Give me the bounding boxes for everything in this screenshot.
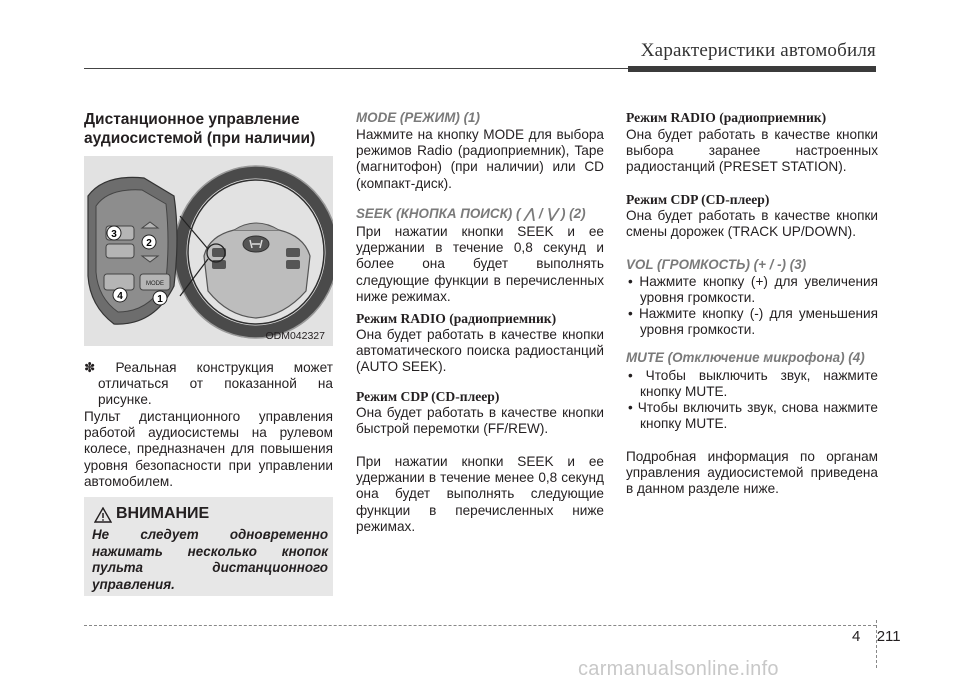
seek-paragraph: При нажатии кнопки SEEK и ее удержании в течение 0,8 секунд и более она будет выполнять следующие функции в перечисленных ниже режимах.: [356, 224, 604, 304]
section-title-line2: аудиосистемой (при наличии): [84, 130, 316, 147]
section-title-line1: Дистанционное управление: [84, 111, 300, 128]
mute-item-off: • Чтобы выключить звук, нажмите кнопку MUTE.: [628, 368, 878, 400]
radio-preset-paragraph: Она будет работать в качестве кнопки выбора заранее настроенных радиостанций (PRESET STATION).: [626, 127, 878, 175]
seek-short-paragraph: При нажатии кнопки SEEK и ее удержании в течение менее 0,8 секунд она будет выполнять следующие функции в перечисленных ниже режимах.: [356, 454, 604, 534]
cdp-mode-heading: Режим CDP (CD-плеер): [356, 389, 500, 404]
radio-preset-heading: Режим RADIO (радиоприемник): [626, 110, 827, 125]
section-title: [84, 110, 344, 148]
mode-button-label: MODE: [146, 281, 164, 287]
vol-item-down: • Нажмите кнопку (-) для уменьшения уровня громкости.: [628, 306, 878, 338]
warning-text: Не следует одновременно нажимать несколько кнопок пульта дистанционного управления.: [92, 527, 328, 592]
watermark: carmanualsonline.info: [578, 658, 779, 680]
intro-paragraph: Пульт дистанционного управления работой аудиосистемы на рулевом колесе, предназначен для повышения уровня безопасности при управлении автомобилем.: [84, 409, 333, 489]
steering-wheel-figure: [84, 156, 333, 346]
svg-text:1: 1: [157, 294, 163, 305]
running-header: Характеристики автомобиля: [640, 40, 876, 61]
svg-text:4: 4: [117, 291, 123, 302]
page-number: [852, 628, 901, 645]
figure-code: ODM042327: [265, 330, 325, 342]
warning-box: [84, 497, 333, 596]
callout-1: [153, 291, 167, 305]
closing-paragraph: Подробная информация по органам управления аудиосистемой приведена в данном разделе ниже.: [626, 449, 878, 497]
figure-note: ✽ Реальная конструкция может отличаться от показанной на рисунке.: [84, 360, 333, 408]
cdp-track-paragraph: Она будет работать в качестве кнопки смены дорожек (TRACK UP/DOWN).: [626, 208, 878, 240]
chapter-number: 4: [852, 628, 861, 645]
warning-triangle-icon: [94, 507, 112, 523]
mute-heading: MUTE (Отключение микрофона) (4): [626, 350, 865, 365]
header-accent-bar: [628, 66, 876, 72]
seek-heading: SEEK (КНОПКА ПОИСК) ( ⋀ / ⋁ ) (2): [356, 206, 586, 221]
callout-3: [107, 226, 121, 240]
svg-text:3: 3: [111, 229, 117, 240]
vol-heading: VOL (ГРОМКОСТЬ) (+ / -) (3): [626, 257, 807, 272]
callout-4: [113, 288, 127, 302]
mode-paragraph: Нажмите на кнопку MODE для выбора режимов Radio (радиоприемник), Tape (магнитофон) (при наличии) или CD (компакт-диск).: [356, 127, 604, 191]
cdp-track-heading: Режим CDP (CD-плеер): [626, 192, 770, 207]
steering-wheel-illustration: [84, 156, 333, 346]
svg-text:2: 2: [146, 238, 152, 249]
callout-2: [142, 235, 156, 249]
warning-title: ВНИМАНИЕ: [116, 505, 210, 522]
mute-item-on: • Чтобы включить звук, снова нажмите кнопку MUTE.: [628, 400, 878, 432]
vol-item-up: • Нажмите кнопку (+) для увеличения уровня громкости.: [628, 274, 878, 306]
cdp-mode-paragraph: Она будет работать в качестве кнопки быстрой перемотки (FF/REW).: [356, 405, 604, 437]
radio-mode-heading: Режим RADIO (радиоприемник): [356, 311, 557, 326]
radio-mode-paragraph: Она будет работать в качестве кнопки автоматического поиска радиостанций (AUTO SEEK).: [356, 327, 604, 375]
footer-rule: [84, 625, 876, 626]
mode-heading: MODE (РЕЖИМ) (1): [356, 110, 480, 125]
page-number-value: 211: [876, 628, 901, 645]
